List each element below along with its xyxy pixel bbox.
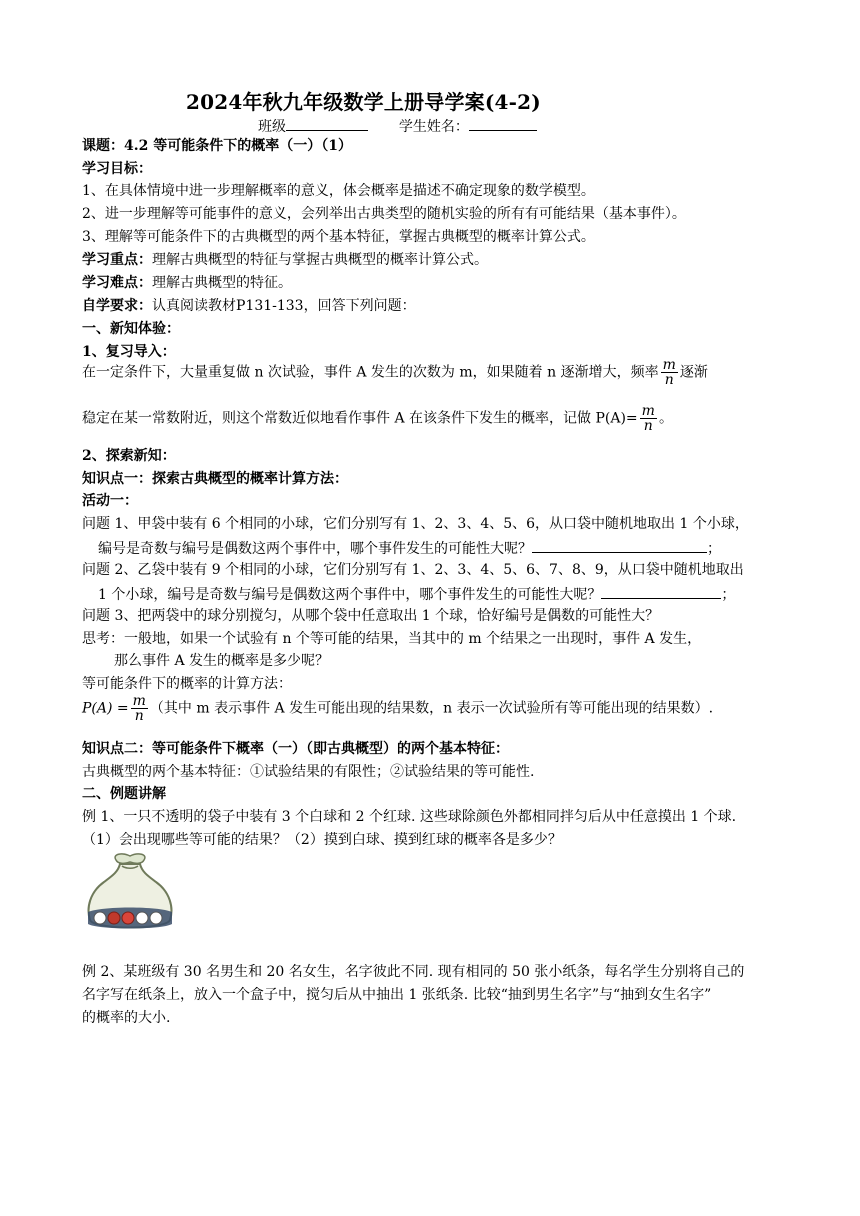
fraction-numerator: m xyxy=(641,403,655,419)
think-line-1: 思考：一般地，如果一个试验有 n 个等可能的结果，当其中的 m 个结果之一出现时，事件 A 发生， xyxy=(82,631,702,647)
review-text: 逐渐 xyxy=(679,364,708,381)
difficult-point-text: 理解古典概型的特征。 xyxy=(152,275,292,291)
answer-blank[interactable] xyxy=(532,538,707,553)
knowledge-point-heading: 知识点一：探索古典概型的概率计算方法： xyxy=(82,471,348,487)
goal-item: 3、理解等可能条件下的古典概型的两个基本特征，掌握古典概型的概率计算公式。 xyxy=(82,229,595,245)
student-name-blank[interactable] xyxy=(469,116,537,131)
formula-heading: 等可能条件下的概率的计算方法： xyxy=(82,676,292,692)
knowledge-point-text: 古典概型的两个基本特征：①试验结果的有限性；②试验结果的等可能性. xyxy=(82,764,535,780)
page-title: 2024年秋九年级数学上册导学案(4-2) xyxy=(186,90,541,114)
review-line-1 xyxy=(82,358,708,387)
key-point-row xyxy=(82,251,488,269)
probability-fraction xyxy=(640,404,657,433)
formula-description: （其中 m 表示事件 A 发生可能出现的结果数，n 表示一次试验所有等可能出现的结果数）. xyxy=(149,700,714,717)
activity-heading: 活动一： xyxy=(82,493,138,509)
example-1-line-1: 例 1、一只不透明的袋子中装有 3 个白球和 2 个红球. 这些球除颜色外都相同拌匀后从中任意摸出 1 个球. xyxy=(82,809,737,825)
lesson-topic: 课题：4.2 等可能条件下的概率（一）（1） xyxy=(82,138,352,154)
question-text: 1 个小球，编号是奇数与编号是偶数这两个事件中，哪个事件发生的可能性大呢？ xyxy=(98,587,602,603)
key-point-label: 学习重点： xyxy=(82,252,152,268)
review-heading: 1、复习导入： xyxy=(82,344,176,360)
bag-illustration xyxy=(82,852,178,936)
answer-blank[interactable] xyxy=(601,584,721,599)
review-text: 稳定在某一常数附近，则这个常数近似地看作事件 A 在该条件下发生的概率，记做 P(A)= xyxy=(82,410,638,427)
example-2-line-1: 例 2、某班级有 30 名男生和 20 名女生，名字彼此不同. 现有相同的 50 张小纸条，每名学生分别将自己的 xyxy=(82,964,745,980)
example-2-line-2: 名字写在纸条上，放入一个盒子中，搅匀后从中抽出 1 张纸条. 比较“抽到男生名字”与“抽到女生名字” xyxy=(82,987,712,1003)
class-blank[interactable] xyxy=(286,116,368,131)
knowledge-point-heading: 知识点二：等可能条件下概率（一）（即古典概型）的两个基本特征： xyxy=(82,741,509,757)
example-1-line-2: （1）会出现哪些等可能的结果？（2）摸到白球、摸到红球的概率各是多少？ xyxy=(82,832,562,848)
question-3: 问题 3、把两袋中的球分别搅匀，从哪个袋中任意取出 1 个球，恰好编号是偶数的可能性大？ xyxy=(82,608,660,624)
fraction-denominator: n xyxy=(664,372,674,388)
think-line-2: 那么事件 A 发生的概率是多少呢？ xyxy=(114,653,330,669)
goal-item: 2、进一步理解等可能事件的意义，会列举出古典类型的随机实验的所有有可能结果（基本事件）。 xyxy=(82,206,686,222)
fraction-denominator: n xyxy=(134,708,144,724)
class-name-row xyxy=(258,116,537,136)
explore-heading: 2、探索新知： xyxy=(82,448,176,464)
difficult-point-label: 学习难点： xyxy=(82,275,152,291)
student-label: 学生姓名： xyxy=(398,119,469,135)
goal-item: 1、在具体情境中进一步理解概率的意义，体会概率是描述不确定现象的数学模型。 xyxy=(82,183,595,199)
difficult-point-row xyxy=(82,274,292,292)
question-1-line-2 xyxy=(98,538,721,558)
class-label: 班级 xyxy=(258,119,286,135)
punctuation: ； xyxy=(707,541,721,557)
fraction-numerator: m xyxy=(662,357,676,373)
formula-fraction xyxy=(131,694,148,723)
question-2-line-2 xyxy=(98,584,735,604)
example-2-line-3: 的概率的大小. xyxy=(82,1010,171,1026)
fraction-numerator: m xyxy=(132,693,146,709)
self-study-label: 自学要求： xyxy=(82,298,152,314)
self-study-text: 认真阅读教材P131-133，回答下列问题： xyxy=(152,298,416,314)
section-heading: 一、新知体验： xyxy=(82,321,180,337)
question-1-line-1: 问题 1、甲袋中装有 6 个相同的小球，它们分别写有 1、2、3、4、5、6，从口袋中随机地取出 1 个小球， xyxy=(82,516,749,532)
question-2-line-1: 问题 2、乙袋中装有 9 个相同的小球，它们分别写有 1、2、3、4、5、6、7、8、9，从口袋中随机地取出 xyxy=(82,562,744,578)
fraction-denominator: n xyxy=(643,418,653,434)
probability-formula xyxy=(82,694,713,723)
review-text: 在一定条件下，大量重复做 n 次试验，事件 A 发生的次数为 m，如果随着 n 逐渐增大，频率 xyxy=(82,364,659,381)
self-study-row xyxy=(82,297,416,315)
section-heading: 二、例题讲解 xyxy=(82,786,166,802)
question-text: 编号是奇数与编号是偶数这两个事件中，哪个事件发生的可能性大呢？ xyxy=(98,541,532,557)
goals-heading: 学习目标： xyxy=(82,161,152,177)
punctuation: ； xyxy=(721,587,736,603)
review-text: 。 xyxy=(658,410,673,427)
frequency-fraction xyxy=(661,358,678,387)
review-line-2 xyxy=(82,404,673,433)
formula-lhs: P(A) = xyxy=(82,700,129,717)
key-point-text: 理解古典概型的特征与掌握古典概型的概率计算公式。 xyxy=(152,252,488,268)
